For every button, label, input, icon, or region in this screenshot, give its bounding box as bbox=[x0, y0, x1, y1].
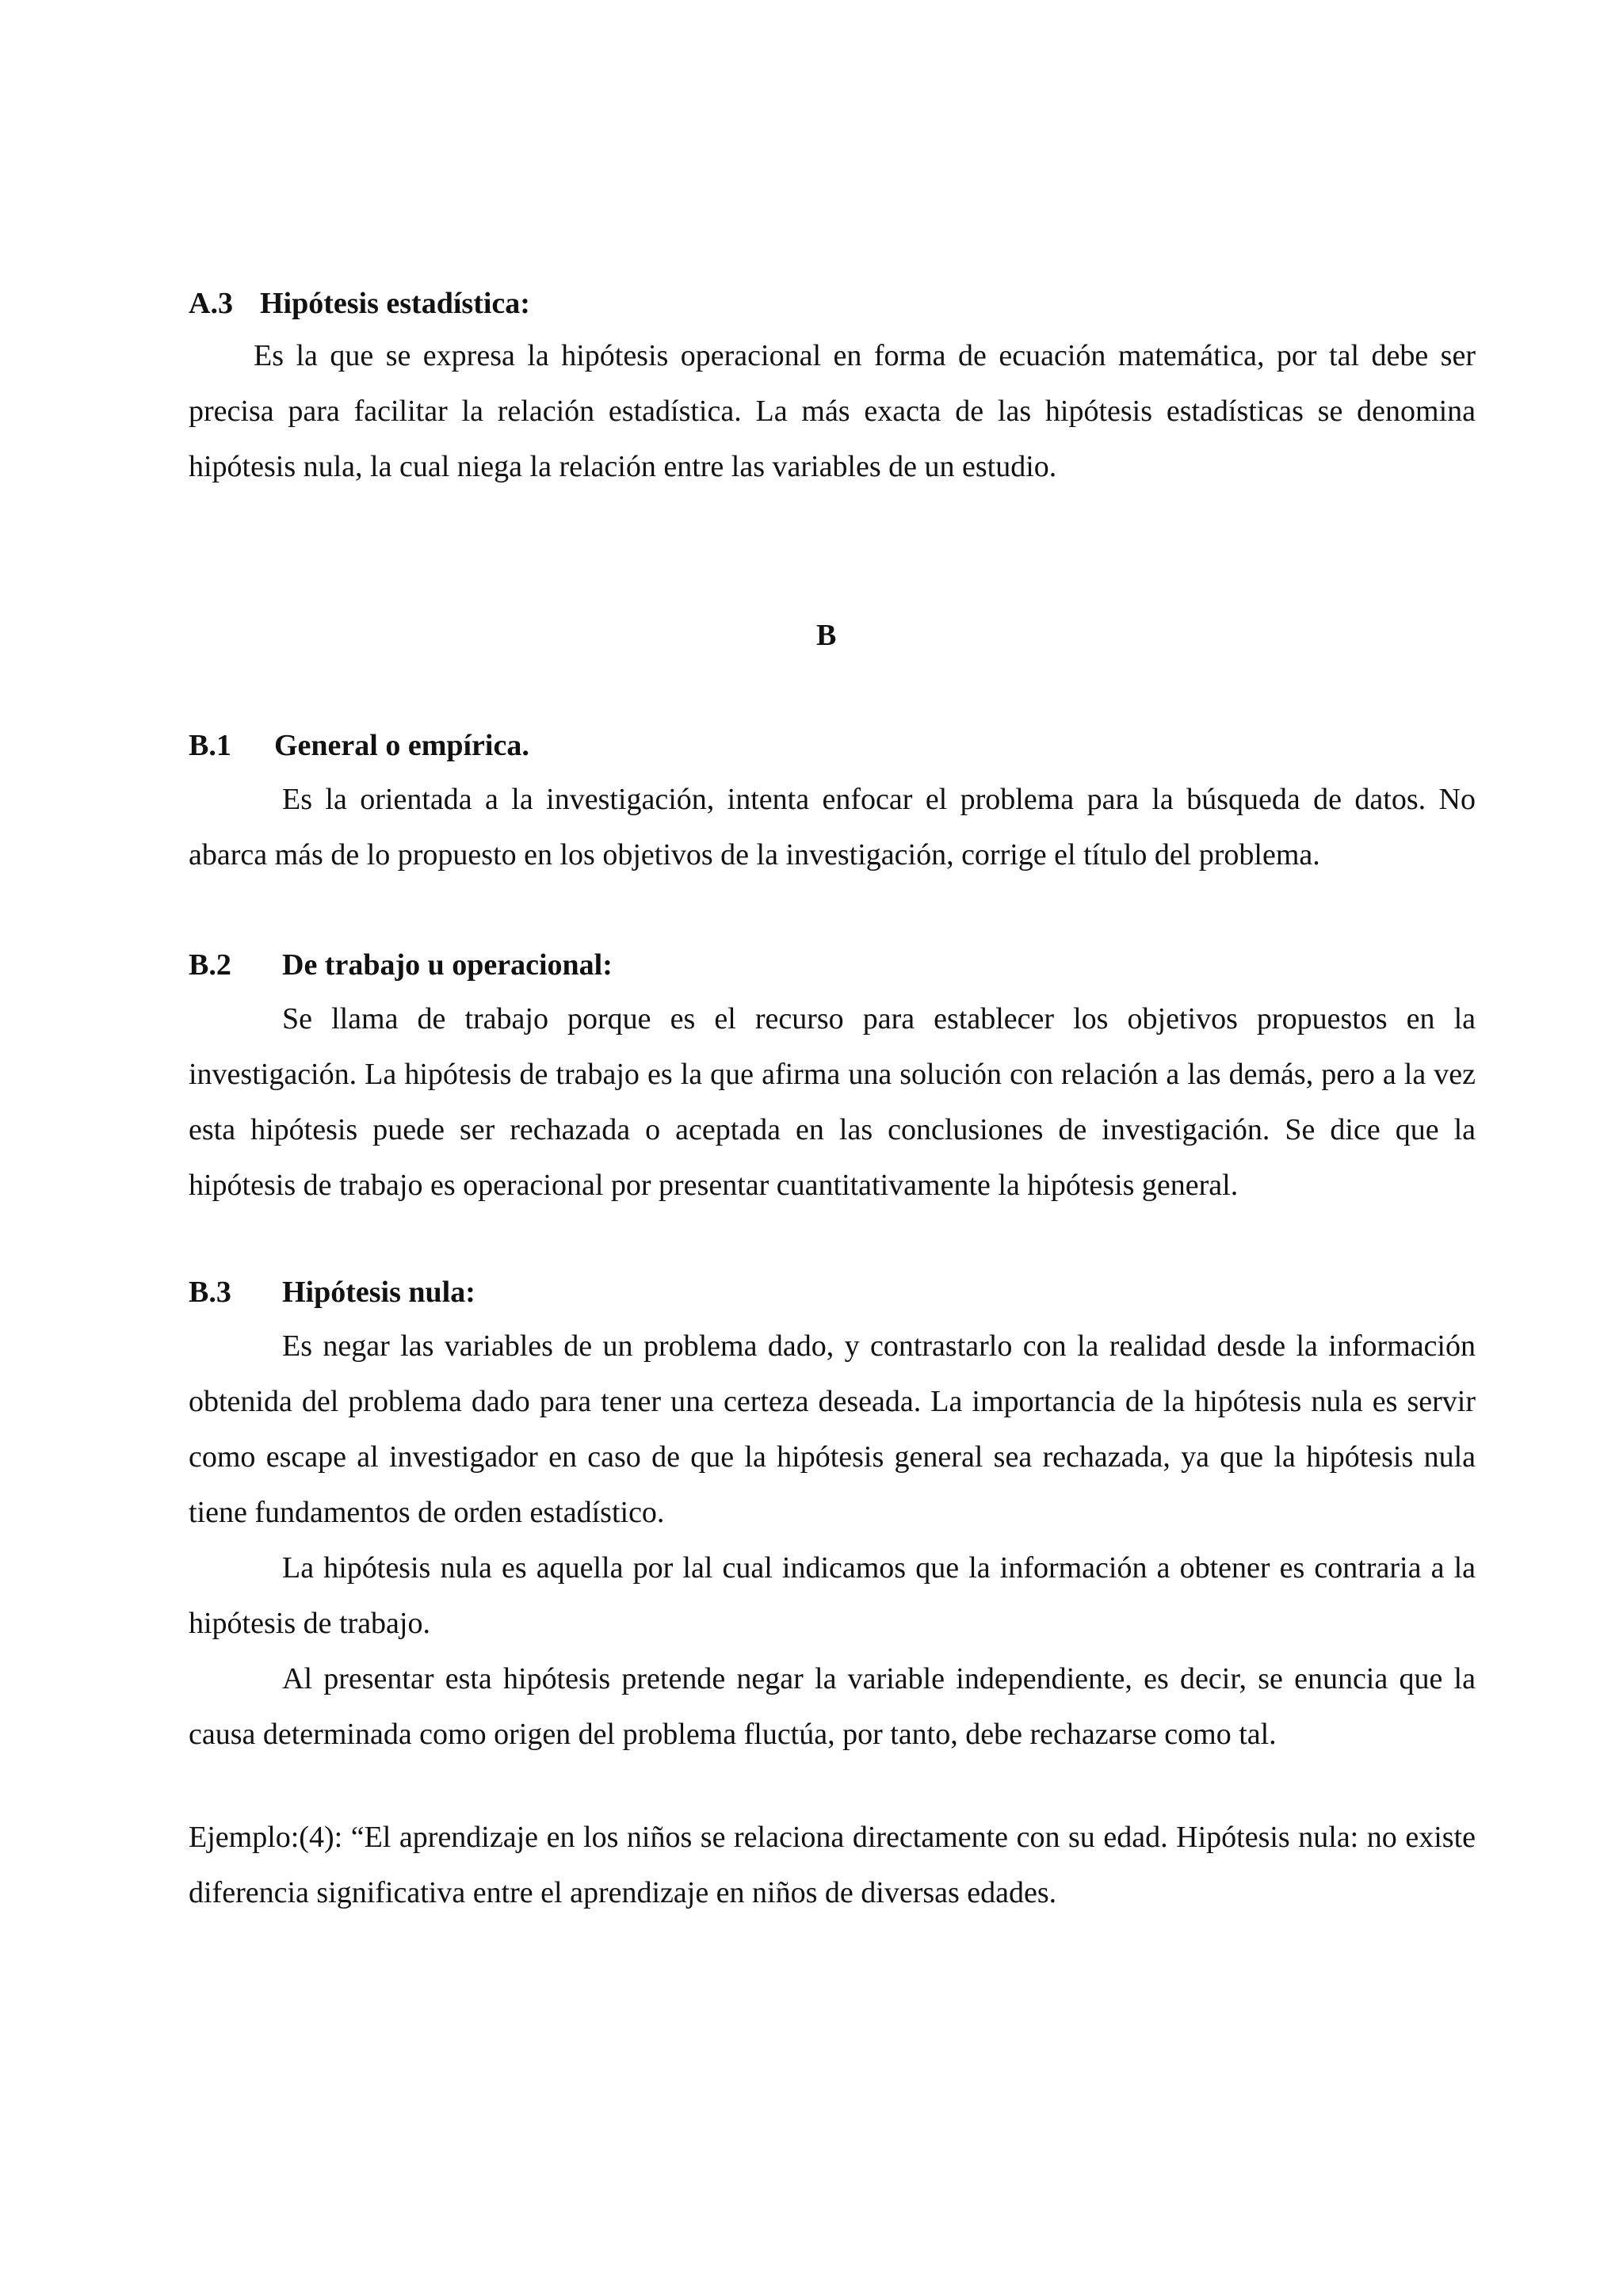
section-title: General o empírica. bbox=[274, 729, 529, 762]
section-title: De trabajo u operacional: bbox=[282, 948, 613, 982]
section-title: Hipótesis estadística: bbox=[260, 287, 530, 320]
paragraph-b3-3: Al presentar esta hipótesis pretende negar la variable independiente, es decir, se enuncia que la causa determinada como origen del problema fluctúa, por tanto, debe rechazarse como tal. bbox=[189, 1662, 1476, 1751]
section-heading-a3 bbox=[189, 286, 530, 321]
section-heading-b1 bbox=[189, 728, 529, 763]
section-letter: B bbox=[816, 619, 837, 652]
section-number: A.3 bbox=[189, 287, 233, 320]
section-title: Hipótesis nula: bbox=[282, 1276, 475, 1309]
paragraph-a3: Es la que se expresa la hipótesis operacional en forma de ecuación matemática, por tal debe ser precisa para facilitar la relación estadística. La más exacta de las hipótesis estadísticas se denomina hipótesis nula, la cual niega la relación entre las variables de un estudio. bbox=[189, 339, 1476, 483]
section-heading-b2 bbox=[189, 948, 613, 982]
paragraph-b1: Es la orientada a la investigación, intenta enfocar el problema para la búsqueda de datos. No abarca más de lo propuesto en los objetivos de la investigación, corrige el título del problema. bbox=[189, 783, 1476, 871]
example-paragraph: Ejemplo:(4): “El aprendizaje en los niños se relaciona directamente con su edad. Hipótesis nula: no existe diferencia significativa entre el aprendizaje en niños de diversas edades. bbox=[189, 1821, 1476, 1909]
section-number: B.1 bbox=[189, 729, 231, 762]
paragraph-b2: Se llama de trabajo porque es el recurso para establecer los objetivos propuestos en la investigación. La hipótesis de trabajo es la que afirma una solución con relación a las demás, pero a la vez esta hipótesis puede ser rechazada o aceptada en las conclusiones de investigación. Se dice que la hipótesis de trabajo es operacional por presentar cuantitativamente la hipótesis general. bbox=[189, 1002, 1476, 1202]
section-heading-b3 bbox=[189, 1275, 475, 1310]
paragraph-b3-2: La hipótesis nula es aquella por lal cual indicamos que la información a obtener es contraria a la hipótesis de trabajo. bbox=[189, 1551, 1476, 1640]
paragraph-b3-1: Es negar las variables de un problema dado, y contrastarlo con la realidad desde la información obtenida del problema dado para tener una certeza deseada. La importancia de la hipótesis nula es servir como escape al investigador en caso de que la hipótesis general sea rechazada, ya que la hipótesis nula tiene fundamentos de orden estadístico. bbox=[189, 1329, 1476, 1529]
section-number: B.3 bbox=[189, 1276, 231, 1309]
section-number: B.2 bbox=[189, 948, 231, 982]
